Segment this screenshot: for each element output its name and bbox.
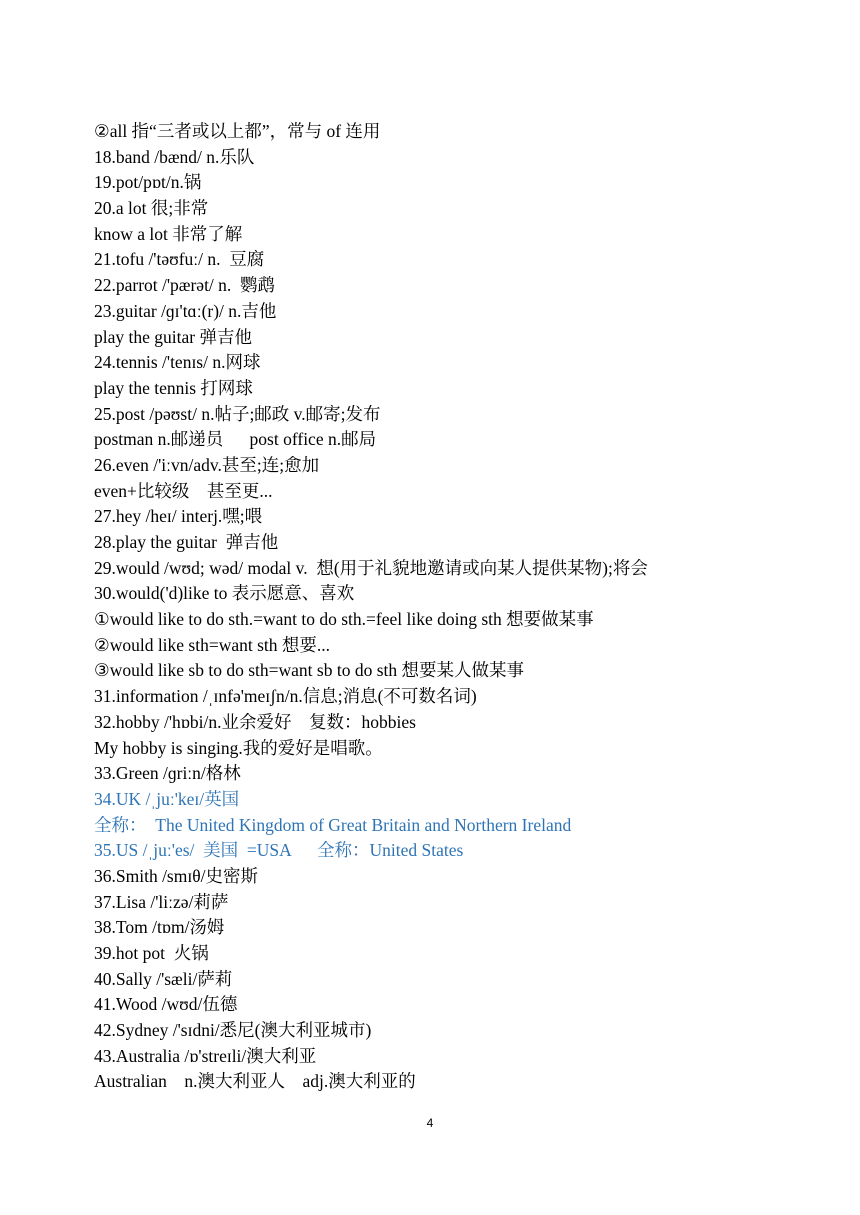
vocab-line: 34.UK /ˌjuː'keɪ/英国 [94, 788, 240, 809]
vocab-line: 41.Wood /wʊd/伍德 [94, 994, 238, 1015]
vocab-line: 40.Sally /'sæli/萨莉 [94, 968, 233, 989]
vocab-line: ③would like sb to do sth=want sb to do sth 想要某人做某事 [94, 660, 525, 681]
vocab-line: 39.hot pot 火锅 [94, 943, 209, 963]
vocab-line: 36.Smith /smɪθ/史密斯 [94, 865, 258, 886]
vocab-line: 25.post /pəʊst/ n.帖子;邮政 v.邮寄;发布 [94, 403, 381, 424]
vocab-line: 28.play the guitar 弹吉他 [94, 532, 279, 552]
vocab-line: know a lot 非常了解 [94, 223, 243, 244]
vocab-line: 43.Australia /ɒ'streɪli/澳大利亚 [94, 1045, 317, 1066]
vocab-line: postman n.邮递员 post office n.邮局 [94, 429, 377, 450]
vocab-line: 24.tennis /'tenɪs/ n.网球 [94, 352, 261, 373]
vocab-line: 21.tofu /'təʊfuː/ n. 豆腐 [94, 249, 265, 270]
vocab-line: ①would like to do sth.=want to do sth.=feel like doing sth 想要做某事 [94, 609, 594, 630]
vocab-line: 38.Tom /tɒm/汤姆 [94, 917, 225, 938]
vocab-line: 20.a lot 很;非常 [94, 198, 209, 219]
vocab-line: 32.hobby /'hɒbi/n.业余爱好 复数：hobbies [94, 711, 416, 732]
vocab-line: 29.would /wʊd; wəd/ modal v. 想(用于礼貌地邀请或向某人提供某物);将会 [94, 557, 648, 578]
vocab-line: 33.Green /ɡriːn/格林 [94, 763, 241, 784]
vocab-line: 31.information /ˌɪnfə'meɪʃn/n.信息;消息(不可数名词) [94, 686, 477, 707]
vocab-line: 23.guitar /ɡɪ'tɑː(r)/ n.吉他 [94, 300, 277, 321]
vocab-line: play the tennis 打网球 [94, 377, 253, 398]
vocab-line: ②all 指“三者或以上都”，常与 of 连用 [94, 121, 381, 141]
vocab-line: 18.band /bænd/ n.乐队 [94, 146, 255, 167]
vocab-line: My hobby is singing.我的爱好是唱歌。 [94, 737, 383, 758]
vocabulary-list [94, 119, 814, 1095]
vocab-line: 26.even /'iːvn/adv.甚至;连;愈加 [94, 454, 320, 475]
vocab-line: 22.parrot /'pærət/ n. 鹦鹉 [94, 275, 276, 296]
vocab-line: 27.hey /heɪ/ interj.嘿;喂 [94, 506, 263, 527]
vocab-line: 42.Sydney /'sɪdni/悉尼(澳大利亚城市) [94, 1020, 372, 1041]
vocab-line: even+比较级 甚至更... [94, 480, 273, 501]
vocab-line: play the guitar 弹吉他 [94, 326, 252, 347]
vocab-line: Australian n.澳大利亚人 adj.澳大利亚的 [94, 1071, 416, 1092]
vocab-line: 全称： The United Kingdom of Great Britain and Northern Ireland [94, 814, 572, 835]
vocab-line: 35.US /ˌjuː'es/ 美国 =USA 全称：United States [94, 840, 464, 861]
vocab-line: 19.pot/pɒt/n.锅 [94, 172, 202, 193]
vocab-line: 37.Lisa /'liːzə/莉萨 [94, 891, 229, 912]
vocab-line: 30.would('d)like to 表示愿意、喜欢 [94, 583, 355, 604]
page-number: 4 [426, 1116, 434, 1130]
vocab-line: ②would like sth=want sth 想要... [94, 634, 331, 655]
